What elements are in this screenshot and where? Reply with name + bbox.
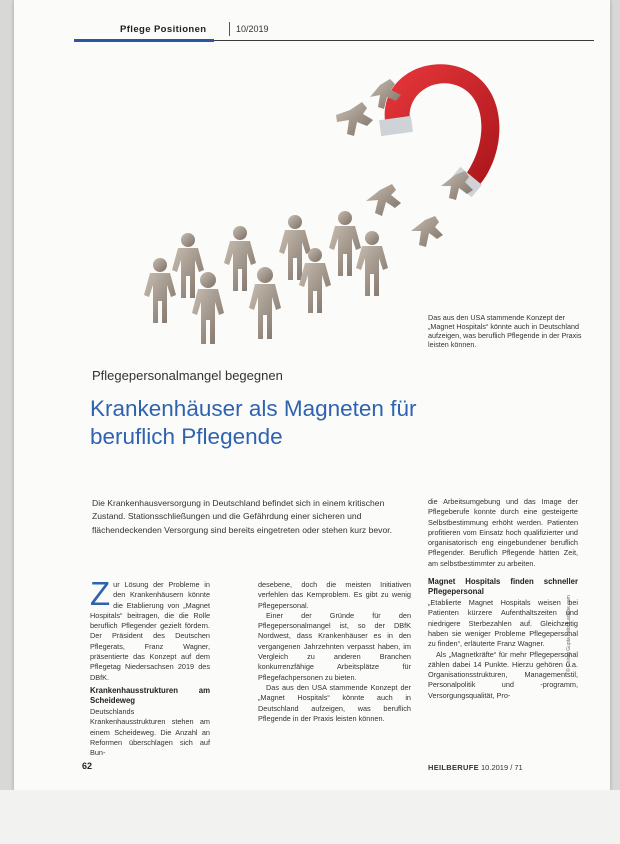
journal-issue: 10.2019 / 71 bbox=[481, 763, 523, 772]
subheading: Krankenhausstrukturen am Scheideweg bbox=[90, 685, 210, 705]
title-line-2: beruflich Pflegende bbox=[90, 424, 283, 449]
text-column-1 bbox=[90, 575, 210, 758]
paragraph: ur Lösung der Probleme in den Krankenhäusern könnte die Etablierung von „Magnet Hospitals“ beitragen, die die Rolle beruflich Pflegender gezielt fördern. Der Präsident des Deutschen Pflegerats, Franz Wagner, präsentierte das Konzept auf dem Pflegetag Niedersachsen 2019 des DBfK. bbox=[90, 580, 210, 682]
magnet-photo bbox=[80, 50, 600, 350]
horseshoe-magnet bbox=[379, 64, 499, 197]
standing-figures bbox=[144, 211, 388, 344]
issue-date: 10/2019 bbox=[236, 24, 269, 34]
paragraph: die Arbeitsumgebung und das Image der Pflegeberufe konnte durch eine gesteigerte Selbstbestimmung erhöht werden. Patienten profitieren vom Einsatz hoch qualifizierter und organisatorisch eng eingebundener beruflich Pflegender. Beruflich Pflegende hätten Zeit, am selbstbestimmter zu arbeiten. bbox=[428, 497, 578, 568]
running-header bbox=[74, 22, 594, 44]
page-number: 62 bbox=[82, 761, 93, 771]
journal-name: HEILBERUFE bbox=[428, 763, 479, 772]
section-title: Pflege Positionen bbox=[120, 24, 207, 35]
paragraph: Einer der Gründe für den Pflegepersonalmangel ist, so der DBfK Nordwest, dass Krankenhäuser es in den vergangenen Jahrzehnten verpasst haben, im Vergleich zu anderen Branchen konkurrenzfähige Arbeitsplätze für Pflegefachpersonen zu bieten. bbox=[258, 610, 411, 682]
article-kicker: Pflegepersonalmangel begegnen bbox=[92, 368, 283, 383]
paragraph: „Etablierte Magnet Hospitals weisen bei Patienten kürzere Aufenthaltszeiten und niedrigere Sterbezahlen auf. Gleichzeitig haben sie weniger Probleme Pflegepersonal zu finden“, erläuterte Franz Wagner. bbox=[428, 598, 578, 649]
paragraph: Das aus den USA stammende Konzept der „Magnet Hospitals“ könnte auch in Deutschland aufzeigen, was beruflich Pflegende in der Praxis leisten können. bbox=[258, 682, 411, 723]
text-column-2 bbox=[258, 580, 411, 724]
journal-footer bbox=[428, 763, 523, 772]
drop-cap: Z bbox=[90, 575, 111, 612]
header-divider bbox=[229, 22, 230, 36]
photo-caption: Das aus den USA stammende Konzept der „Magnet Hospitals“ könnte auch in Deutschland aufzeigen, was beruflich Pflegende in der Praxis leisten können. bbox=[428, 313, 582, 349]
paragraph: desebene, doch die meisten Initiativen verfehlen das Kernproblem. Es gibt zu wenig Pflegepersonal. bbox=[258, 580, 411, 610]
header-accent-bar bbox=[74, 39, 214, 42]
article-lead: Die Krankenhausversorgung in Deutschland befindet sich in einem kritischen Zustand. Stationsschließungen und die Gefährdung einer sicheren und flächendeckenden Versorgung sind bereits eingetreten oder stehen kurz bevor. bbox=[92, 498, 393, 535]
scan-margin bbox=[0, 790, 620, 844]
photo-credit: © Chirag Gupta / stock.adobe.com bbox=[566, 595, 572, 672]
paragraph: Als „Magnetkräfte“ für mehr Pflegepersonal zählen dabei 14 Punkte. Hierzu gehören u.a. Organisationsstrukturen, Managementstil, Personalpolitik und -programm, Versorgungsqualität, Pro- bbox=[428, 649, 578, 700]
article-title bbox=[90, 395, 416, 451]
paragraph: Deutschlands Krankenhausstrukturen stehen am einem Scheideweg. Die Anzahl an Reformen überschlagen sich auf Bun- bbox=[90, 706, 210, 758]
text-column-3 bbox=[428, 497, 578, 701]
subheading: Magnet Hospitals finden schneller Pflegepersonal bbox=[428, 577, 578, 597]
title-line-1: Krankenhäuser als Magneten für bbox=[90, 396, 417, 421]
header-rule bbox=[214, 40, 594, 41]
